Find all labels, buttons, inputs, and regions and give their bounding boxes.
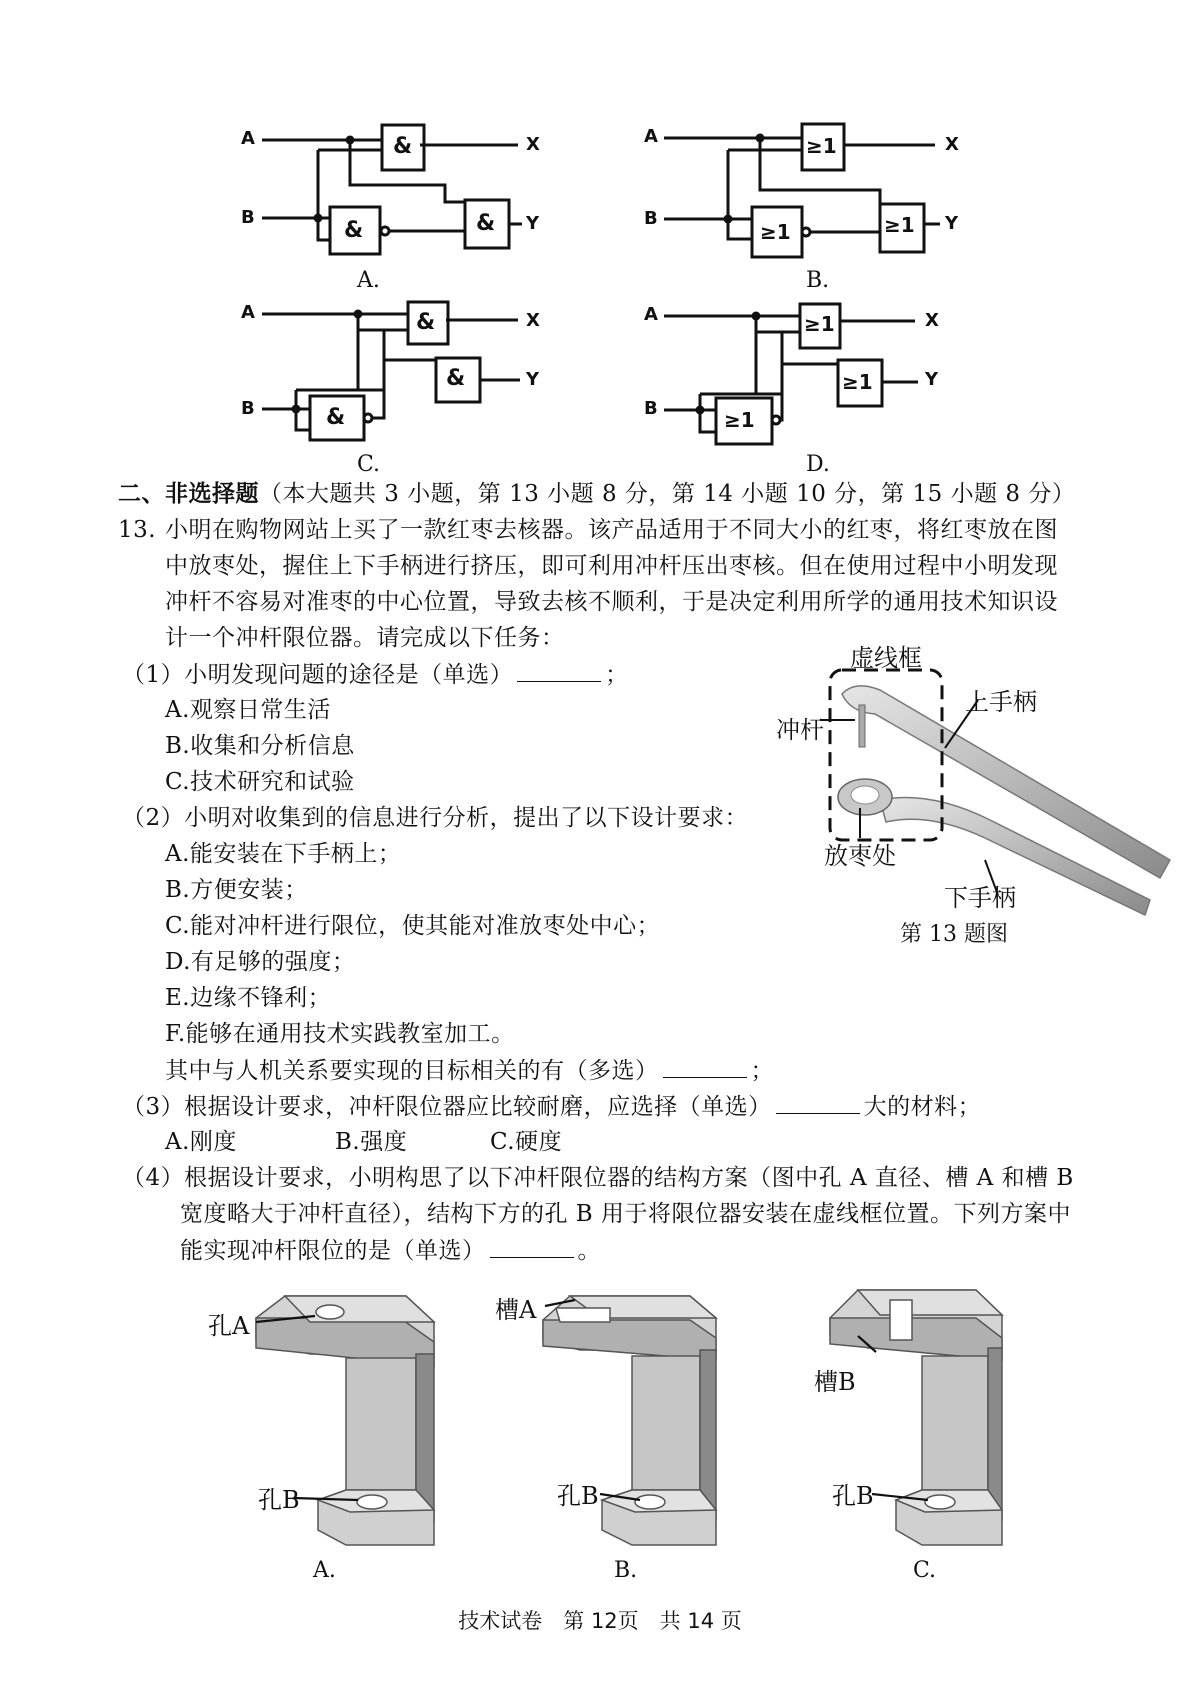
input-b-label: B [644,398,658,419]
requirement: C.能对冲杆进行限位，使其能对准放枣处中心； [165,913,661,939]
question-stem-line: 冲杆不容易对准枣的中心位置，导致去核不顺利，于是决定利用所学的通用技术知识设 [165,589,1058,615]
part-1-end: ； [605,662,629,688]
input-a-label: A [644,304,658,325]
input-a-label: A [241,128,255,149]
output-y-label: Y [526,369,540,390]
circuit-b-caption: B. [806,268,830,293]
part-3-text: （3）根据设计要求，冲杆限位器应比较耐磨，应选择（单选） [122,1094,772,1120]
gate-symbol: & [446,366,466,391]
input-a-label: A [241,302,255,323]
section-note: （本大题共 3 小题，第 13 小题 8 分，第 14 小题 10 分，第 15 小题 8 分） [259,481,1076,507]
part-2-ask-text: 其中与人机关系要实现的目标相关的有（多选） [165,1058,659,1084]
scheme-b-top-label: 槽A [495,1296,537,1324]
gate-symbol: ≥1 [804,312,835,336]
option: A.观察日常生活 [165,697,331,723]
input-b-label: B [241,398,255,419]
scheme-c-caption: C. [913,1558,937,1583]
part-4-end: 。 [577,1238,601,1264]
output-x-label: X [945,134,959,155]
gate-symbol: & [416,310,436,335]
option: B.强度 [335,1129,408,1155]
option: C.技术研究和试验 [165,769,355,795]
lower-handle-label: 下手柄 [944,884,1016,912]
figure-caption: 第 13 题图 [900,922,1008,947]
part-4-line: 宽度略大于冲杆直径），结构下方的孔 B 用于将限位器安装在虚线框位置。下列方案中 [180,1201,1072,1227]
output-x-label: X [526,134,540,155]
gate-symbol: & [326,405,346,430]
gate-symbol: & [393,134,413,159]
input-b-label: B [644,208,658,229]
requirement: B.方便安装； [165,877,308,903]
requirement: D.有足够的强度； [165,949,356,975]
part-2-end: ； [750,1058,774,1084]
gate-symbol: ≥1 [842,370,873,394]
requirement: E.边缘不锋利； [165,985,332,1011]
scheme-a-caption: A. [313,1558,336,1583]
scheme-a-top-label: 孔A [208,1312,250,1340]
gate-symbol: ≥1 [884,213,915,237]
question-stem-line: 小明在购物网站上买了一款红枣去核器。该产品适用于不同大小的红枣，将红枣放在图 [165,517,1058,543]
dashed-box-label: 虚线框 [850,644,922,672]
option: B.收集和分析信息 [165,733,355,759]
scheme-c-top-label: 槽B [814,1368,856,1396]
circuit-c-caption: C. [357,452,381,477]
option: A.刚度 [165,1129,237,1155]
scheme-b-caption: B. [614,1558,638,1583]
output-y-label: Y [945,213,959,234]
question-stem-line: 计一个冲杆限位器。请完成以下任务： [165,625,565,651]
circuit-a-caption: A. [357,268,380,293]
output-x-label: X [526,310,540,331]
gate-symbol: ≥1 [760,220,791,244]
seat-label: 放枣处 [824,842,896,870]
rod-label: 冲杆 [776,716,824,744]
scheme-b-bottom-label: 孔B [557,1482,599,1510]
scheme-c-bottom-label: 孔B [832,1482,874,1510]
upper-handle-label: 上手柄 [965,688,1037,716]
part-4-line: （4）根据设计要求，小明构思了以下冲杆限位器的结构方案（图中孔 A 直径、槽 A 和槽 B [122,1165,1074,1191]
output-y-label: Y [925,369,939,390]
gate-symbol: & [476,211,496,236]
part-1-text: （1）小明发现问题的途径是（单选） [122,662,514,688]
option: C.硬度 [490,1129,563,1155]
gate-symbol: ≥1 [724,408,755,432]
output-x-label: X [925,310,939,331]
output-y-label: Y [526,213,540,234]
scheme-a-bottom-label: 孔B [258,1486,300,1514]
gate-symbol: & [344,218,364,243]
circuit-d-caption: D. [806,452,830,477]
input-b-label: B [241,207,255,228]
part-4-line: 能实现冲杆限位的是（单选） [180,1238,486,1264]
requirement: A.能安装在下手柄上； [165,841,402,867]
requirement: F.能够在通用技术实践教室加工。 [165,1021,515,1047]
part-2-text: （2）小明对收集到的信息进行分析，提出了以下设计要求： [122,805,749,831]
section-title: 二、非选择题 [118,480,259,507]
page-footer: 技术试卷 第 12页 共 14 页 [458,1609,742,1633]
question-number: 13. [118,517,157,543]
input-a-label: A [644,126,658,147]
question-stem-line: 中放枣处，握住上下手柄进行挤压，即可利用冲杆压出枣核。但在使用过程中小明发现 [165,553,1058,579]
gate-symbol: ≥1 [806,134,837,158]
part-3-end: 大的材料； [863,1094,982,1120]
